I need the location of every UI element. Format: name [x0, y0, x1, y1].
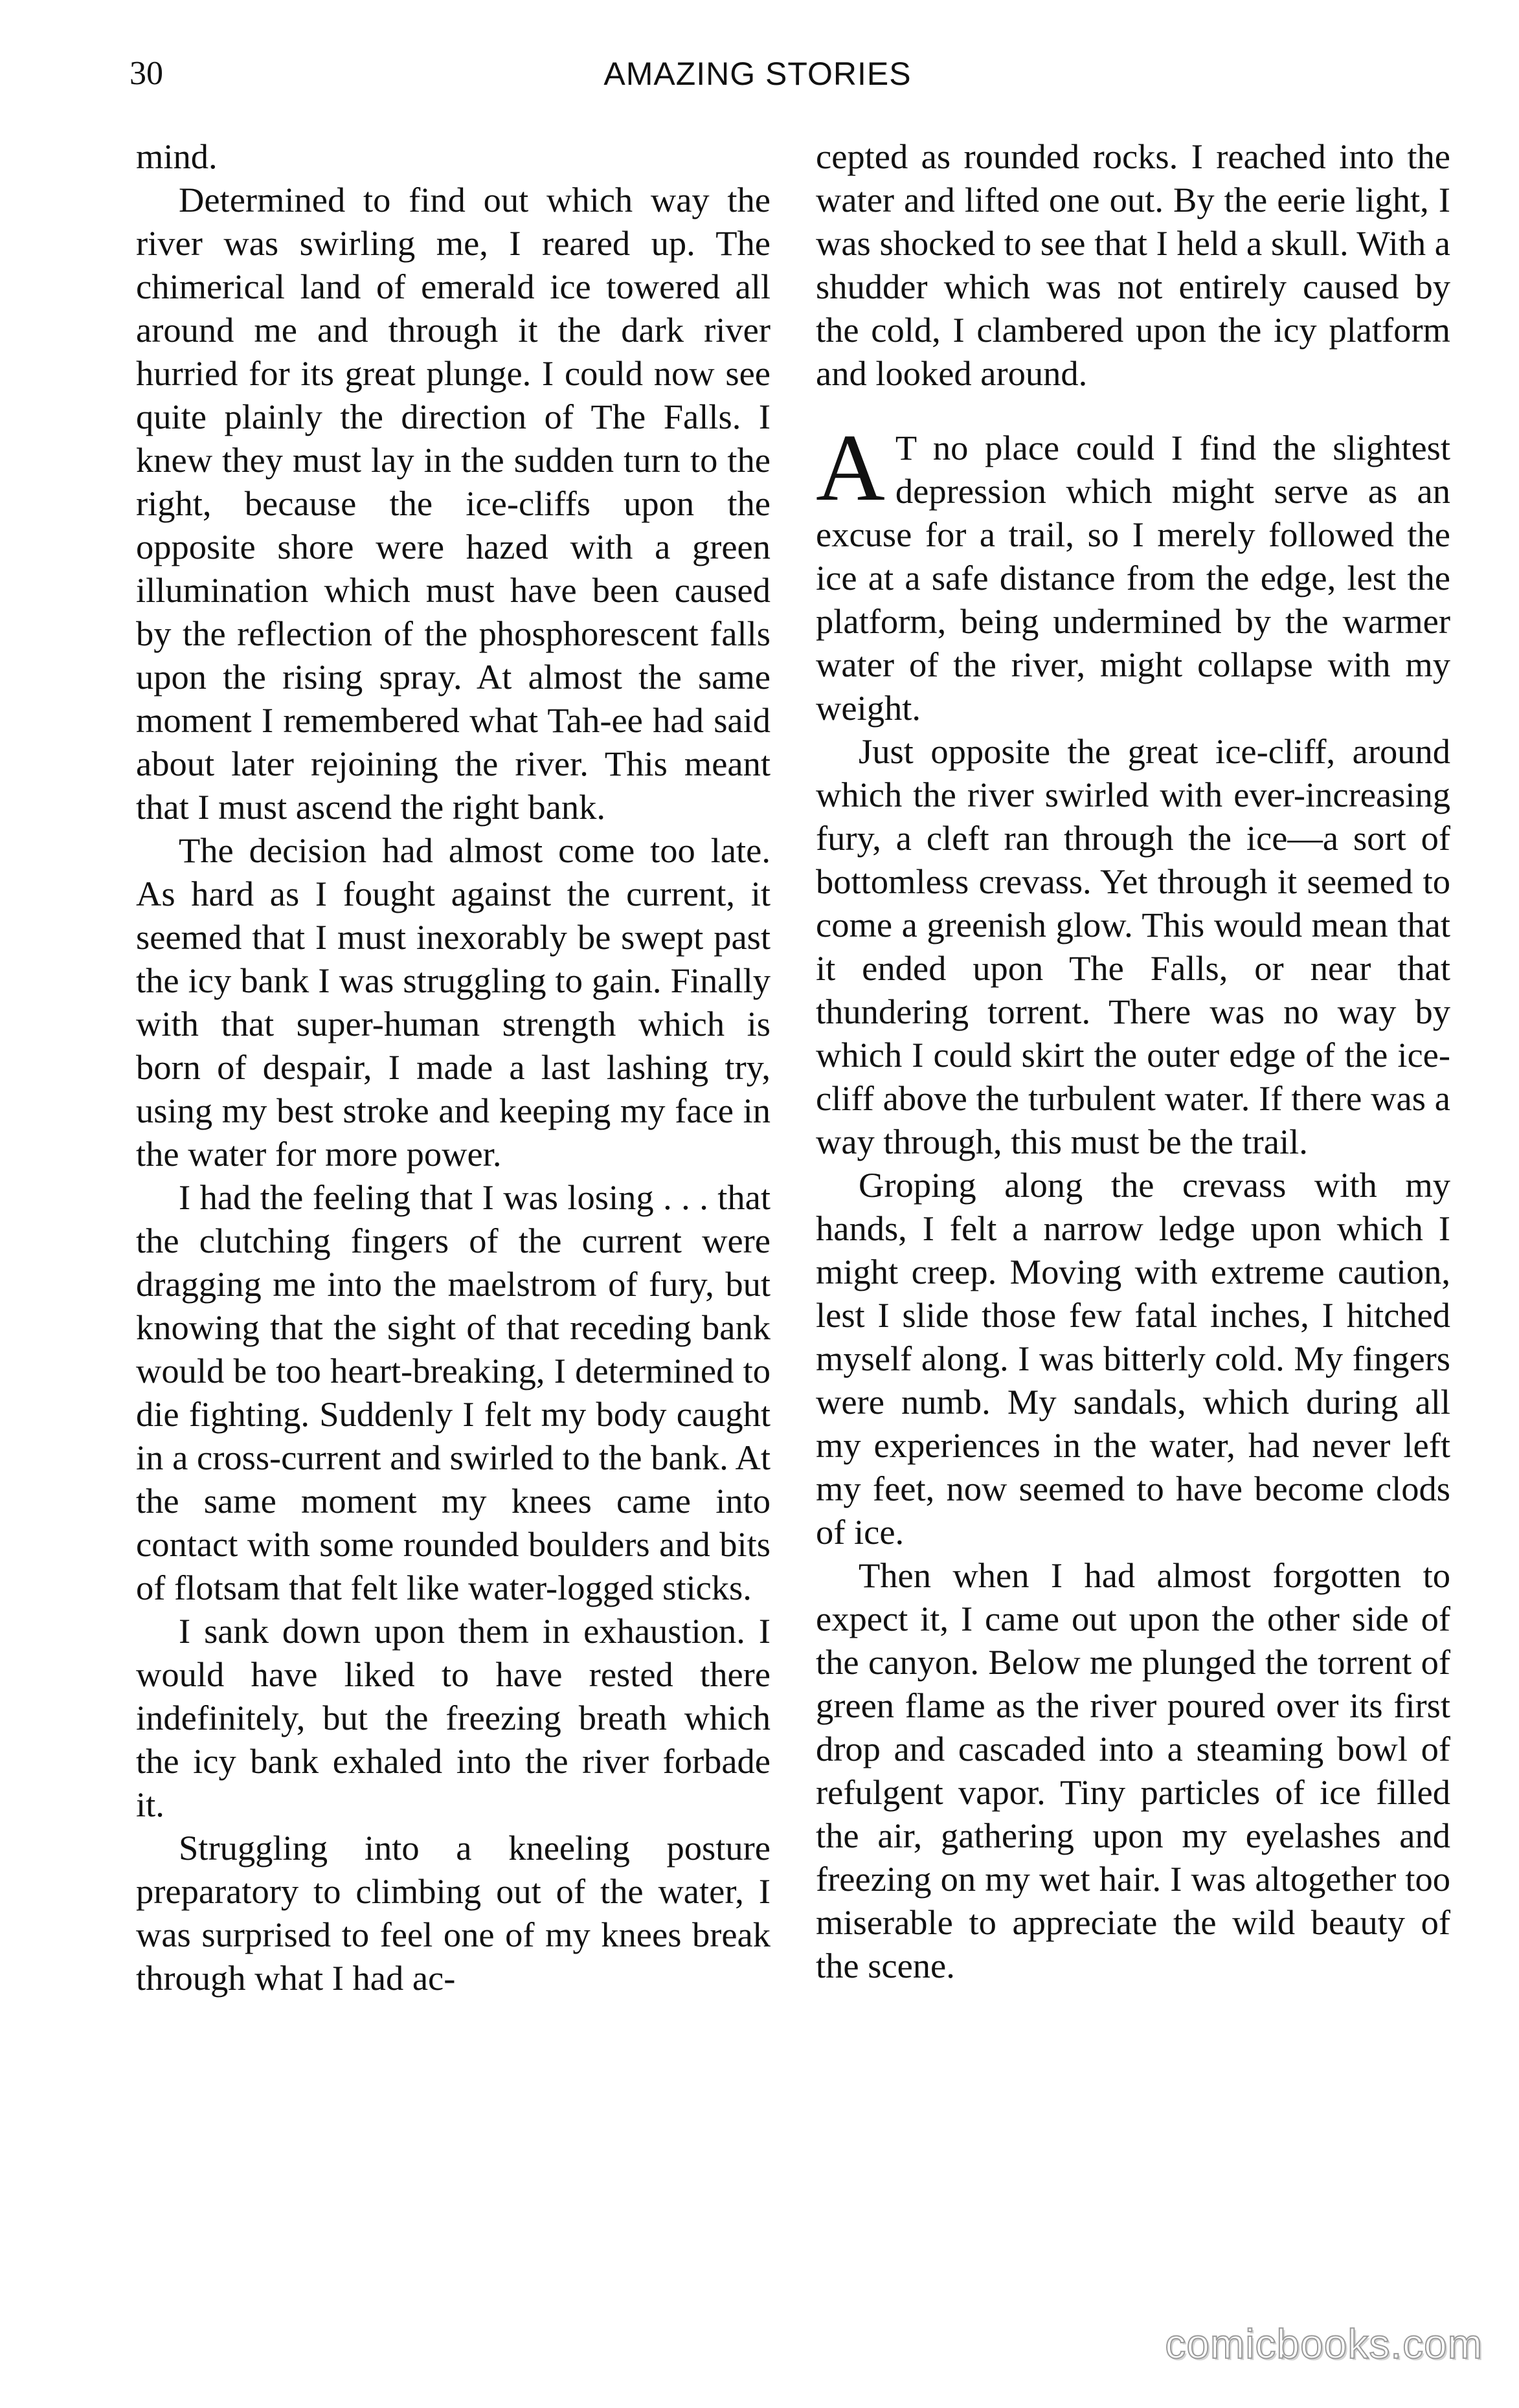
- paragraph: cepted as rounded rocks. I reached into the water and lifted one out. By the eerie light, I was shocked to see that I held a skull. With a shudder which was not entirely caused by the cold, I clambered upon the icy platform and looked around.: [816, 137, 1450, 393]
- paragraph: The decision had almost come too late. As hard as I fought against the current, it seemed that I must inexorably be swept past the icy bank I was struggling to gain. Finally with that super-human strength which is born of despair, I made a last lashing try, using my best stroke and keeping my face in the water for more power.: [136, 831, 771, 1174]
- drop-cap: A: [816, 415, 885, 521]
- left-column: [136, 135, 771, 2000]
- section-opening-text: T no place could I find the slightest depression which might serve as an excuse for a trail, so I merely followed the ice at a safe distance from the edge, lest the platform, being undermined by the warmer water of the river, might collapse with my weight.: [816, 428, 1450, 728]
- paragraph: I sank down upon them in exhaustion. I would have liked to have rested there indefinitely, but the freezing breath which the icy bank exhaled into the river forbade it.: [136, 1611, 771, 1824]
- paragraph: Just opposite the great ice-cliff, around which the river swirled with ever-increasing fury, a cleft ran through the ice—a sort of bottomless crevass. Yet through it seemed to come a greenish glow. This would mean that it ended upon The Falls, or near that thundering torrent. There was no way by which I could skirt the outer edge of the ice-cliff above the turbulent water. If there was a way through, this must be the trail.: [816, 731, 1450, 1161]
- right-column: [816, 135, 1450, 1987]
- paragraph: I had the feeling that I was losing . . . that the clutching fingers of the current were dragging me into the maelstrom of fury, but knowing that the sight of that receding bank would be too heart-breaking, I determined to die fighting. Suddenly I felt my body caught in a cross-current and swirled to the bank. At the same moment my knees came into contact with some rounded boulders and bits of flotsam that felt like water-logged sticks.: [136, 1177, 771, 1607]
- paragraph: Determined to find out which way the river was swirling me, I reared up. The chimerical land of emerald ice towered all around me and through it the dark river hurried for its great plunge. I could now see quite plainly the direction of The Falls. I knew they must lay in the sudden turn to the right, because the ice-cliffs upon the opposite shore were hazed with a green illumination which must have been caused by the reflection of the phosphorescent falls upon the rising spray. At almost the same moment I remembered what Tah-ee had said about later rejoining the river. This meant that I must ascend the right bank.: [136, 180, 771, 827]
- page-number: 30: [129, 55, 163, 92]
- section-opening-paragraph: [816, 415, 1450, 730]
- paragraph: Groping along the crevass with my hands, I felt a narrow ledge upon which I might creep. Moving with extreme caution, lest I slide those few fatal inches, I hitched myself along. I was bitterly cold. My fingers were numb. My sandals, which during all my experiences in the water, had never left my feet, now seemed to have become clods of ice.: [816, 1165, 1450, 1552]
- watermark: comicbooks.com: [1165, 2321, 1483, 2367]
- magazine-title: AMAZING STORIES: [603, 56, 912, 92]
- paragraph: mind.: [136, 137, 218, 176]
- paragraph: Then when I had almost forgotten to expect it, I came out upon the other side of the canyon. Below me plunged the torrent of green flame as the river poured over its first drop and cascaded into a steaming bowl of refulgent vapor. Tiny particles of ice filled the air, gathering upon my eyelashes and freezing on my wet hair. I was altogether too miserable to appreciate the wild beauty of the scene.: [816, 1555, 1450, 1985]
- page-header: [129, 48, 1386, 100]
- paragraph: Struggling into a kneeling posture preparatory to climbing out of the water, I was surprised to feel one of my knees break through what I had ac-: [136, 1828, 771, 1998]
